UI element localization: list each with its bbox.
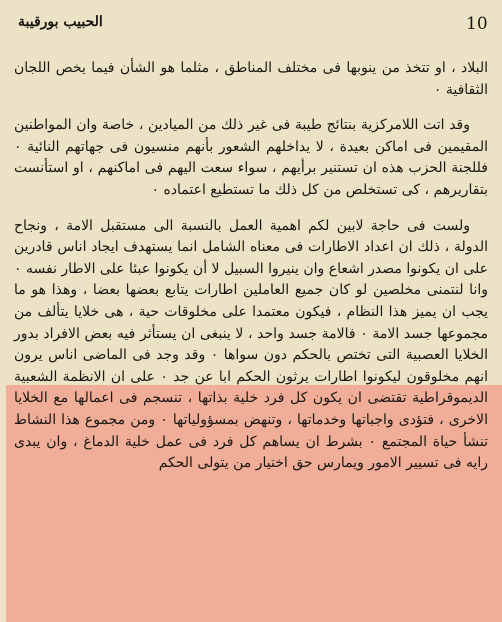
page-header — [0, 14, 502, 38]
paragraph-1: البلاد ، او تتخذ من ينوبها فى مختلف المناطق ، مثلما هو الشأن فيما يخص اللجان الثقافية ٠ — [14, 60, 488, 98]
running-head: الحبيب بورقيبة — [18, 14, 103, 30]
paragraph-3: ولست فى حاجة لابين لكم اهمية العمل بالنسبة الى مستقبل الامة ، ونجاح الدولة ، ذلك ان اعداد الاطارات فى معناه الشامل انما يستهدف ايجاد اناس قادرين على ان يكونوا مصدر اشعاع وان ينيروا السبيل لا أن يكونوا عبئا على الاطار نفسه ٠ وانا لنتمنى مخلصين لو كان جميع العاملين اطارات يتابع بعضها بعضا ، وهذا هو ما يجب ان يميز هذا النظام ، فيكون معتمدا على مخلوقات حية ، هى خلايا يتألف من مجموعها جسد الامة ٠ فالامة جسد واحد ، لا ينبغى ان يستأثر فيه بعض الافراد بدور الخلايا العصبية التى تختص بالحكم دون سواها ٠ وقد وجد فى الماضى اناس يرون انهم مخلوقون ليكونوا اطارات يرثون الحكم ابا عن جد ٠ على ان الانظمة الشعبية الديموقراطية تقتضى ان يكون كل فرد خلية بذاتها ، تنسجم فى اعمالها مع الخلايا الاخرى ، فتؤدى واجباتها وخدماتها ، وتنهض بمسؤولياتها ٠ ومن مجموع هذا النشاط تنشأ حياة المجتمع ٠ بشرط ان يساهم كل فرد فى عمل خلية الدماغ ، وان يبدى رايه فى تسيير الامور ويمارس حق اختيار من يتولى الحكم — [14, 217, 489, 472]
page-number: 10 — [466, 14, 488, 34]
body-text — [14, 58, 488, 489]
paragraph-2: وقد اتت اللامركزية بنتائج طيبة فى غير ذلك من الميادين ، خاصة وان المواطنين المقيمين فى اماكن بعيدة ، لا يداخلهم الشعور بأنهم منسيون فى جهاتهم النائية ٠ فللجنة الحزب هذه ان تستنير برأيهم ، سواء سعت اليهم فى اماكنهم ، او استأنست بتقاريرهم ، كى تستخلص من كل ذلك ما تستطيع اعتماده ٠ — [14, 117, 488, 198]
